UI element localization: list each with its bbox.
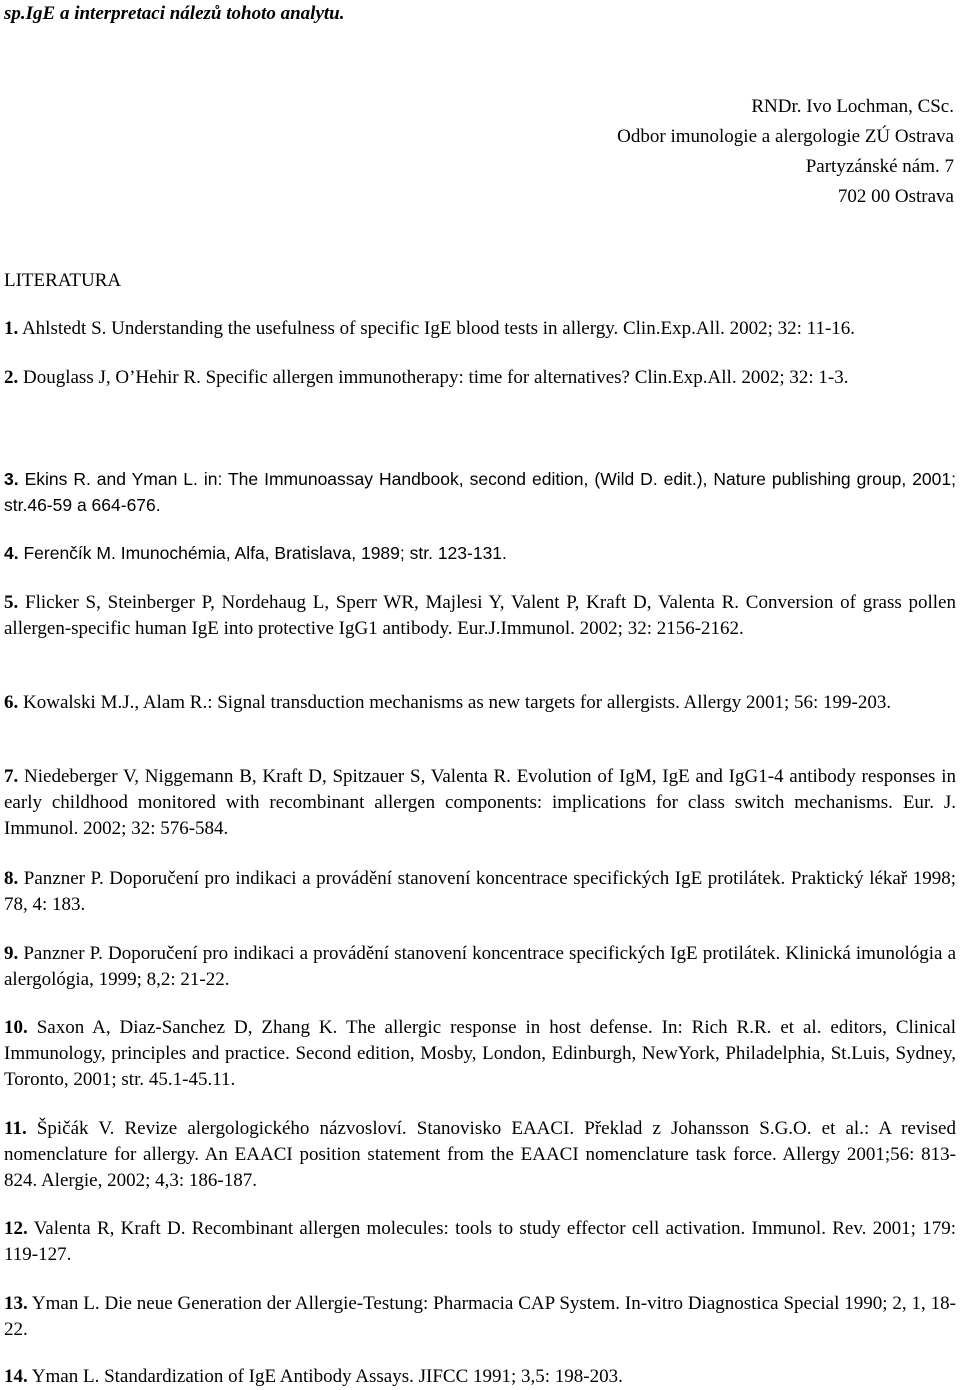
reference-number: 8. bbox=[4, 868, 19, 889]
reference-text: Špičák V. Revize alergologického názvosloví. Stanovisko EAACI. Překlad z Johansson S.G.O. et al.: A revised nomenclature for allergy. An EAACI position statement from the EAACI nomenclature task force. Allergy 2001;56: 813-824. Alergie, 2002; 4,3: 186-187. bbox=[4, 1118, 956, 1191]
reference-text: Flicker S, Steinberger P, Nordehaug L, Sperr WR, Majlesi Y, Valent P, Kraft D, Valenta R. Conversion of grass pollen allergen-specific human IgE into protective IgG1 antibody. Eur.J.Immunol. 2002; 32: 2156-2162. bbox=[4, 592, 956, 639]
reference-text: Ferenčík M. Imunochémia, Alfa, Bratislava, 1989; str. 123-131. bbox=[18, 543, 507, 563]
reference-text: Valenta R, Kraft D. Recombinant allergen molecules: tools to study effector cell activation. Immunol. Rev. 2001; 179: 119-127. bbox=[4, 1218, 956, 1265]
reference-item bbox=[4, 365, 956, 391]
reference-number: 3. bbox=[4, 469, 19, 489]
reference-item bbox=[4, 690, 956, 716]
reference-text: Yman L. Die neue Generation der Allergie-Testung: Pharmacia CAP System. In-vitro Diagnostica Special 1990; 2, 1, 18-22. bbox=[4, 1293, 956, 1340]
reference-item bbox=[4, 941, 956, 993]
reference-item bbox=[4, 764, 956, 842]
reference-text: Ekins R. and Yman L. in: The Immunoassay Handbook, second edition, (Wild D. edit.), Nature publishing group, 2001; str.46-59 a 664-676. bbox=[4, 469, 956, 515]
reference-item bbox=[4, 316, 956, 342]
reference-text: Panzner P. Doporučení pro indikaci a provádění stanovení koncentrace specifických IgE protilátek. Praktický lékař 1998; 78, 4: 183. bbox=[4, 868, 956, 915]
author-street: Partyzánské nám. 7 bbox=[805, 156, 954, 177]
author-department: Odbor imunologie a alergologie ZÚ Ostrava bbox=[617, 126, 954, 147]
reference-item bbox=[4, 1116, 956, 1194]
reference-text: Saxon A, Diaz-Sanchez D, Zhang K. The allergic response in host defense. In: Rich R.R. et al. editors, Clinical Immunology, principles and practice. Second edition, Mosby, London, Edinburgh, NewYork, Philadelphia, St.Luis, Sydney, Toronto, 2001; str. 45.1-45.11. bbox=[4, 1017, 956, 1090]
author-city: 702 00 Ostrava bbox=[837, 186, 954, 207]
reference-number: 5. bbox=[4, 592, 19, 613]
reference-number: 13. bbox=[4, 1293, 28, 1314]
intro-line: sp.IgE a interpretaci nálezů tohoto analytu. bbox=[4, 3, 345, 24]
reference-item bbox=[4, 1291, 956, 1343]
reference-item bbox=[4, 1364, 956, 1390]
reference-number: 10. bbox=[4, 1017, 28, 1038]
reference-text: Douglass J, O’Hehir R. Specific allergen immunotherapy: time for alternatives? Clin.Exp.All. 2002; 32: 1-3. bbox=[18, 367, 849, 388]
reference-number: 9. bbox=[4, 943, 19, 964]
reference-text: Panzner P. Doporučení pro indikaci a provádění stanovení koncentrace specifických IgE protilátek. Klinická imunológia a alergológia, 1999; 8,2: 21-22. bbox=[4, 943, 956, 990]
reference-item bbox=[4, 1015, 956, 1093]
reference-item bbox=[4, 866, 956, 918]
reference-number: 4. bbox=[4, 543, 19, 563]
reference-item bbox=[4, 540, 956, 566]
reference-text: Niedeberger V, Niggemann B, Kraft D, Spitzauer S, Valenta R. Evolution of IgM, IgE and IgG1-4 antibody responses in early childhood monitored with recombinant allergen components: implications for class switch mechanisms. Eur. J. Immunol. 2002; 32: 576-584. bbox=[4, 766, 956, 839]
reference-number: 11. bbox=[4, 1118, 27, 1139]
reference-number: 1. bbox=[4, 318, 19, 339]
reference-item bbox=[4, 466, 956, 518]
literature-heading: LITERATURA bbox=[4, 270, 122, 291]
reference-number: 7. bbox=[4, 766, 19, 787]
reference-item bbox=[4, 1216, 956, 1268]
author-name: RNDr. Ivo Lochman, CSc. bbox=[751, 96, 954, 117]
reference-number: 12. bbox=[4, 1218, 28, 1239]
reference-text: Kowalski M.J., Alam R.: Signal transduction mechanisms as new targets for allergists. Allergy 2001; 56: 199-203. bbox=[18, 692, 892, 713]
author-address bbox=[617, 92, 954, 212]
reference-number: 6. bbox=[4, 692, 19, 713]
reference-text: Ahlstedt S. Understanding the usefulness of specific IgE blood tests in allergy. Clin.Exp.All. 2002; 32: 11-16. bbox=[18, 318, 856, 339]
reference-number: 14. bbox=[4, 1366, 28, 1387]
reference-item bbox=[4, 590, 956, 642]
reference-text: Yman L. Standardization of IgE Antibody Assays. JIFCC 1991; 3,5: 198-203. bbox=[27, 1366, 623, 1387]
reference-number: 2. bbox=[4, 367, 19, 388]
